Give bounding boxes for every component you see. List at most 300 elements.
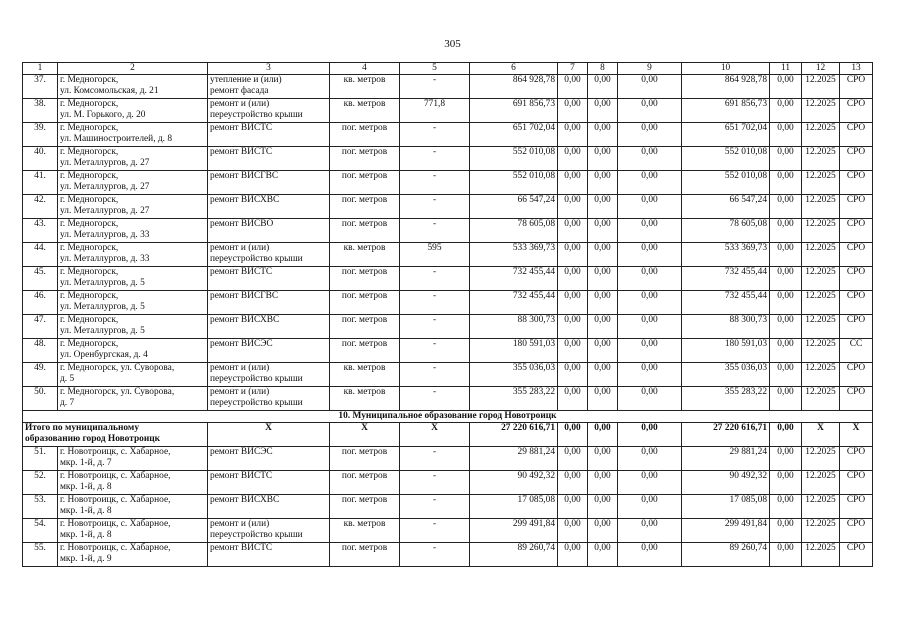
cost-fund <box>682 519 770 543</box>
method-line: СРО <box>846 267 866 277</box>
deadline <box>802 387 840 411</box>
work-type-line: ремонт и (или) <box>210 519 270 529</box>
row-number <box>23 195 58 219</box>
work-type <box>208 519 330 543</box>
row-number <box>23 315 58 339</box>
col-7 <box>558 123 588 147</box>
col-8 <box>588 387 618 411</box>
quantity <box>400 291 470 315</box>
col-7 <box>558 519 588 543</box>
col-7 <box>558 195 588 219</box>
col-7 <box>558 147 588 171</box>
quantity <box>400 75 470 99</box>
column-header-6: 6 <box>470 63 558 75</box>
address-line: г. Медногорск, <box>60 315 119 325</box>
col-11 <box>770 447 802 471</box>
address <box>58 123 208 147</box>
col-8-line: 0,00 <box>594 219 611 229</box>
column-header-11: 11 <box>770 63 802 75</box>
row-number-line: 41. <box>34 171 46 181</box>
total-row <box>23 423 873 447</box>
col-11 <box>770 219 802 243</box>
deadline-line: 12.2025 <box>805 339 836 349</box>
quantity <box>400 447 470 471</box>
col-11-line: 0,00 <box>777 171 794 181</box>
col-9-line: 0,00 <box>641 75 658 85</box>
col-8-line: 0,00 <box>594 171 611 181</box>
col-7 <box>558 315 588 339</box>
work-type <box>208 147 330 171</box>
quantity-line: - <box>432 219 437 229</box>
work-type-line: ремонт ВИСТС <box>210 267 273 277</box>
work-type-line: ремонт ВИСЭС <box>210 339 273 349</box>
col-8-line: 0,00 <box>594 519 611 529</box>
work-type <box>208 471 330 495</box>
unit-line: кв. метров <box>343 363 386 373</box>
quantity <box>400 171 470 195</box>
row-number <box>23 363 58 387</box>
col-9 <box>618 195 682 219</box>
col-11 <box>770 291 802 315</box>
method-line: СРО <box>846 363 866 373</box>
col-7-line: 0,00 <box>564 363 581 373</box>
address-line: г. Медногорск, ул. Суворова, <box>60 387 175 397</box>
address <box>58 519 208 543</box>
cost-fund-line: 552 010,08 <box>724 147 767 157</box>
col-11 <box>770 123 802 147</box>
work-type-line: переустройство крыши <box>210 374 303 384</box>
table-row <box>23 543 873 567</box>
table-row <box>23 123 873 147</box>
method-line: СРО <box>846 123 866 133</box>
cost-fund <box>682 147 770 171</box>
table-row <box>23 147 873 171</box>
column-header-9: 9 <box>618 63 682 75</box>
col-7 <box>558 447 588 471</box>
quantity <box>400 339 470 363</box>
col-8 <box>588 291 618 315</box>
work-type-line: ремонт и (или) <box>210 243 270 253</box>
quantity-line: - <box>432 363 437 373</box>
table-row <box>23 387 873 411</box>
unit <box>330 123 400 147</box>
cost-total-line: 299 491,84 <box>512 519 555 529</box>
work-type-line: ремонт и (или) <box>210 387 270 397</box>
col-11 <box>770 147 802 171</box>
quantity-line: - <box>432 495 437 505</box>
work-type-line: ремонт ВИСХВС <box>210 315 280 325</box>
deadline <box>802 291 840 315</box>
col-11-line: 0,00 <box>777 147 794 157</box>
col-11-line: 0,00 <box>777 291 794 301</box>
work-type-line: ремонт ВИСГВС <box>210 171 279 181</box>
col-7-line: 0,00 <box>564 543 581 553</box>
row-number-line: 51. <box>34 447 46 457</box>
cost-fund-line: 17 085,08 <box>729 495 767 505</box>
cost-total-line: 88 300,73 <box>517 315 555 325</box>
quantity-line: - <box>432 471 437 481</box>
cost-total-line: 78 605,08 <box>517 219 555 229</box>
col-8 <box>588 123 618 147</box>
row-number <box>23 219 58 243</box>
row-number <box>23 171 58 195</box>
table-row <box>23 315 873 339</box>
cost-total <box>470 339 558 363</box>
address <box>58 447 208 471</box>
quantity <box>400 363 470 387</box>
col-9-line: 0,00 <box>641 363 658 373</box>
unit <box>330 99 400 123</box>
row-number <box>23 519 58 543</box>
column-header-13: 13 <box>840 63 873 75</box>
deadline <box>802 315 840 339</box>
quantity <box>400 387 470 411</box>
row-number-line: 47. <box>34 315 46 325</box>
cost-total-line: 552 010,08 <box>512 171 555 181</box>
table-row <box>23 75 873 99</box>
deadline <box>802 267 840 291</box>
col-11-line: 0,00 <box>777 387 794 397</box>
method-line: СРО <box>846 519 866 529</box>
address-line: ул. Металлургов, д. 33 <box>60 230 150 240</box>
cost-fund-line: 88 300,73 <box>729 315 767 325</box>
col-8 <box>588 147 618 171</box>
col-8 <box>588 243 618 267</box>
cost-total <box>470 267 558 291</box>
deadline-line: 12.2025 <box>805 363 836 373</box>
col-7-line: 0,00 <box>564 219 581 229</box>
unit <box>330 339 400 363</box>
quantity <box>400 147 470 171</box>
method-line: СРО <box>846 495 866 505</box>
address <box>58 339 208 363</box>
address-line: г. Новотроицк, с. Хабарное, <box>60 519 171 529</box>
row-number-line: 50. <box>34 387 46 397</box>
method-line: СС <box>849 339 863 349</box>
cost-total-line: 732 455,44 <box>512 267 555 277</box>
col-11 <box>770 99 802 123</box>
col-9-line: 0,00 <box>641 471 658 481</box>
cost-total <box>470 99 558 123</box>
address-line: ул. Комсомольская, д. 21 <box>60 86 159 96</box>
col-11-line: 0,00 <box>777 471 794 481</box>
cost-fund-line: 355 283,22 <box>724 387 767 397</box>
cost-total <box>470 519 558 543</box>
deadline-line: 12.2025 <box>805 219 836 229</box>
col-11-line: 0,00 <box>777 339 794 349</box>
address <box>58 219 208 243</box>
row-number <box>23 99 58 123</box>
deadline-line: 12.2025 <box>805 387 836 397</box>
cost-total-line: 180 591,03 <box>512 339 555 349</box>
col-11-line: 0,00 <box>777 519 794 529</box>
cost-total <box>470 315 558 339</box>
deadline-line: 12.2025 <box>805 75 836 85</box>
address-line: ул. Машиностроителей, д. 8 <box>60 134 173 144</box>
col-8-line: 0,00 <box>594 291 611 301</box>
col-8 <box>588 543 618 567</box>
work-type <box>208 75 330 99</box>
col-11-line: 0,00 <box>777 99 794 109</box>
quantity <box>400 315 470 339</box>
unit <box>330 495 400 519</box>
work-type-line: ремонт фасада <box>210 86 269 96</box>
col-11 <box>770 543 802 567</box>
cost-total-line: 864 928,78 <box>512 75 555 85</box>
column-header-10: 10 <box>682 63 770 75</box>
col-8 <box>588 315 618 339</box>
work-type <box>208 267 330 291</box>
work-type <box>208 543 330 567</box>
address-line: г. Медногорск, <box>60 171 119 181</box>
work-type <box>208 195 330 219</box>
col-9 <box>618 123 682 147</box>
row-number <box>23 543 58 567</box>
address-line: г. Новотроицк, с. Хабарное, <box>60 495 171 505</box>
col-9 <box>618 471 682 495</box>
col-9 <box>618 387 682 411</box>
cost-fund <box>682 195 770 219</box>
row-number-line: 39. <box>34 123 46 133</box>
col-8-line: 0,00 <box>594 363 611 373</box>
col-11 <box>770 171 802 195</box>
unit <box>330 243 400 267</box>
col-9-line: 0,00 <box>641 195 658 205</box>
deadline-line: 12.2025 <box>805 315 836 325</box>
column-header-2: 2 <box>58 63 208 75</box>
address-line: д. 7 <box>60 398 75 408</box>
unit <box>330 171 400 195</box>
work-type <box>208 495 330 519</box>
quantity <box>400 243 470 267</box>
deadline <box>802 339 840 363</box>
col-8 <box>588 339 618 363</box>
col-11 <box>770 387 802 411</box>
method <box>840 495 873 519</box>
deadline <box>802 447 840 471</box>
col-7-line: 0,00 <box>564 171 581 181</box>
col-8 <box>588 195 618 219</box>
address-line: ул. Металлургов, д. 27 <box>60 182 150 192</box>
quantity-line: - <box>432 123 437 133</box>
col-7-line: 0,00 <box>564 447 581 457</box>
col-9 <box>618 171 682 195</box>
col-8-line: 0,00 <box>594 495 611 505</box>
cost-fund <box>682 339 770 363</box>
address-line: г. Медногорск, <box>60 243 119 253</box>
row-number-line: 49. <box>34 363 46 373</box>
cost-total <box>470 543 558 567</box>
col-9-line: 0,00 <box>641 543 658 553</box>
col-7 <box>558 171 588 195</box>
unit-line: пог. метров <box>341 339 388 349</box>
col-7-line: 0,00 <box>564 339 581 349</box>
col-8 <box>588 519 618 543</box>
method <box>840 75 873 99</box>
deadline <box>802 171 840 195</box>
quantity-line: - <box>432 171 437 181</box>
method-line: СРО <box>846 291 866 301</box>
method <box>840 291 873 315</box>
col-8 <box>588 447 618 471</box>
cost-total-line: 355 036,03 <box>512 363 555 373</box>
method-line: СРО <box>846 147 866 157</box>
cost-fund <box>682 495 770 519</box>
col-7-line: 0,00 <box>564 99 581 109</box>
work-type-line: ремонт и (или) <box>210 363 270 373</box>
cost-fund-line: 732 455,44 <box>724 267 767 277</box>
deadline <box>802 519 840 543</box>
address <box>58 243 208 267</box>
cost-total <box>470 363 558 387</box>
column-header-8: 8 <box>588 63 618 75</box>
col-11 <box>770 243 802 267</box>
deadline-line: 12.2025 <box>805 123 836 133</box>
method <box>840 243 873 267</box>
table-row <box>23 447 873 471</box>
row-number-line: 54. <box>34 519 46 529</box>
method-line: СРО <box>846 99 866 109</box>
row-number-line: 45. <box>34 267 46 277</box>
quantity-line: - <box>432 519 437 529</box>
work-type-line: ремонт ВИСТС <box>210 543 273 553</box>
method <box>840 267 873 291</box>
col-11-line: 0,00 <box>777 315 794 325</box>
work-type-line: ремонт ВИСТС <box>210 123 273 133</box>
total-col-12: Х <box>802 423 840 447</box>
address-line: ул. М. Горького, д. 20 <box>60 110 146 120</box>
col-11-line: 0,00 <box>777 363 794 373</box>
deadline <box>802 99 840 123</box>
col-7 <box>558 243 588 267</box>
col-7 <box>558 219 588 243</box>
column-header-4: 4 <box>330 63 400 75</box>
deadline-line: 12.2025 <box>805 195 836 205</box>
column-header-7: 7 <box>558 63 588 75</box>
unit <box>330 219 400 243</box>
quantity-line: - <box>432 267 437 277</box>
unit <box>330 195 400 219</box>
quantity <box>400 519 470 543</box>
col-11 <box>770 495 802 519</box>
col-9 <box>618 495 682 519</box>
col-7 <box>558 339 588 363</box>
address-line: г. Медногорск, <box>60 339 119 349</box>
col-8-line: 0,00 <box>594 387 611 397</box>
unit-line: пог. метров <box>341 315 388 325</box>
address <box>58 543 208 567</box>
quantity <box>400 219 470 243</box>
col-8 <box>588 219 618 243</box>
quantity-line: - <box>432 387 437 397</box>
unit-line: пог. метров <box>341 171 388 181</box>
unit-line: пог. метров <box>341 267 388 277</box>
cost-total <box>470 219 558 243</box>
row-number-line: 48. <box>34 339 46 349</box>
col-7-line: 0,00 <box>564 147 581 157</box>
col-11 <box>770 267 802 291</box>
unit <box>330 387 400 411</box>
cost-total <box>470 75 558 99</box>
col-9-line: 0,00 <box>641 291 658 301</box>
address <box>58 75 208 99</box>
method <box>840 315 873 339</box>
col-9-line: 0,00 <box>641 519 658 529</box>
work-type <box>208 171 330 195</box>
col-8-line: 0,00 <box>594 447 611 457</box>
col-8 <box>588 267 618 291</box>
col-9 <box>618 519 682 543</box>
col-7-line: 0,00 <box>564 195 581 205</box>
cost-fund-line: 66 547,24 <box>729 195 767 205</box>
col-8 <box>588 75 618 99</box>
total-col-4: Х <box>330 423 400 447</box>
table-row <box>23 171 873 195</box>
total-col-10: 27 220 616,71 <box>682 423 770 447</box>
row-number <box>23 291 58 315</box>
cost-fund <box>682 219 770 243</box>
col-9-line: 0,00 <box>641 495 658 505</box>
work-type <box>208 387 330 411</box>
col-9-line: 0,00 <box>641 339 658 349</box>
work-type <box>208 243 330 267</box>
unit <box>330 519 400 543</box>
quantity-line: - <box>432 291 437 301</box>
col-11-line: 0,00 <box>777 195 794 205</box>
cost-total-line: 533 369,73 <box>512 243 555 253</box>
cost-fund <box>682 123 770 147</box>
method <box>840 339 873 363</box>
method <box>840 387 873 411</box>
row-number <box>23 267 58 291</box>
col-8-line: 0,00 <box>594 339 611 349</box>
total-col-11: 0,00 <box>770 423 802 447</box>
unit-line: пог. метров <box>341 195 388 205</box>
col-9 <box>618 315 682 339</box>
quantity-line: - <box>432 315 437 325</box>
deadline-line: 12.2025 <box>805 171 836 181</box>
deadline <box>802 363 840 387</box>
cost-total-line: 90 492,32 <box>517 471 555 481</box>
col-8-line: 0,00 <box>594 243 611 253</box>
deadline-line: 12.2025 <box>805 543 836 553</box>
unit-line: пог. метров <box>341 471 388 481</box>
deadline-line: 12.2025 <box>805 99 836 109</box>
method-line: СРО <box>846 243 866 253</box>
total-col-13: Х <box>840 423 873 447</box>
deadline-line: 12.2025 <box>805 147 836 157</box>
col-11 <box>770 315 802 339</box>
address <box>58 147 208 171</box>
work-type-line: ремонт ВИСГВС <box>210 291 279 301</box>
total-col-3: Х <box>208 423 330 447</box>
cost-fund <box>682 171 770 195</box>
cost-total <box>470 471 558 495</box>
col-8-line: 0,00 <box>594 471 611 481</box>
col-9 <box>618 543 682 567</box>
work-type-line: ремонт ВИСХВС <box>210 195 280 205</box>
work-type-line: ремонт ВИСТС <box>210 147 273 157</box>
col-8-line: 0,00 <box>594 99 611 109</box>
method <box>840 171 873 195</box>
row-number <box>23 387 58 411</box>
col-8 <box>588 471 618 495</box>
col-7-line: 0,00 <box>564 519 581 529</box>
col-8-line: 0,00 <box>594 147 611 157</box>
unit-line: кв. метров <box>343 99 386 109</box>
quantity-line: 595 <box>427 243 442 253</box>
work-type-line: переустройство крыши <box>210 398 303 408</box>
